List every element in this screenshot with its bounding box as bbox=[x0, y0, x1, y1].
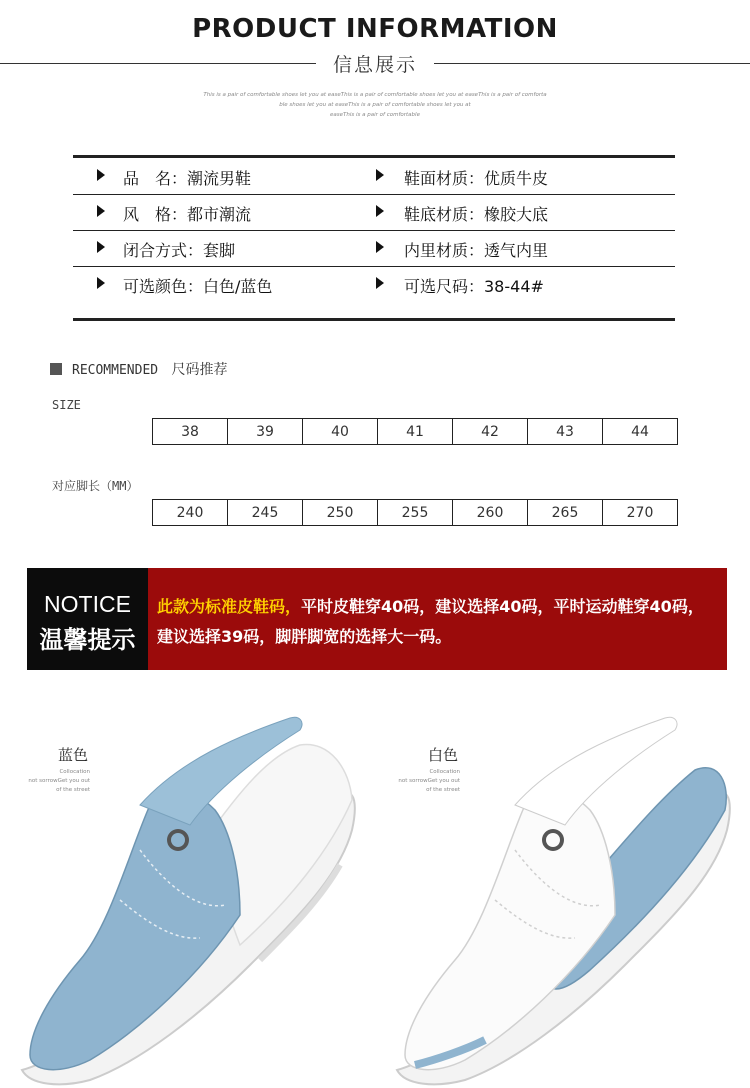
info-sizes: 可选尺码：38-44# bbox=[404, 277, 544, 296]
info-style: 风 格：都市潮流 bbox=[123, 205, 252, 224]
bullet-arrow-icon bbox=[376, 277, 384, 289]
tagline: This is a pair of comfortable shoes let you at easeThis is a pair of comfortable shoes let you at easeThis is a pair of comforta ble shoes let you at easeThis is a pair of comfortable shoes let you at easeThis is a pair of comfortable bbox=[203, 92, 547, 118]
info-colors: 可选颜色：白色/蓝色 bbox=[123, 277, 273, 296]
info-row bbox=[73, 158, 675, 195]
notice-title-cn: 温馨提示 bbox=[39, 626, 136, 654]
notice-highlight: 此款为标准皮鞋码， bbox=[157, 597, 302, 616]
size-cell: 39 bbox=[228, 419, 303, 445]
notice-label bbox=[27, 568, 148, 670]
notice-title-en: NOTICE bbox=[44, 591, 131, 617]
bullet-arrow-icon bbox=[376, 205, 384, 217]
size-cell: 42 bbox=[453, 419, 528, 445]
color-label-white: 白色 bbox=[428, 746, 459, 764]
length-cell: 245 bbox=[228, 500, 303, 526]
info-lining: 内里材质：透气内里 bbox=[404, 241, 549, 260]
product-info-table bbox=[73, 155, 675, 321]
size-cell: 44 bbox=[603, 419, 678, 445]
length-cell: 260 bbox=[453, 500, 528, 526]
bullet-arrow-icon bbox=[97, 241, 105, 253]
size-row bbox=[153, 419, 678, 445]
info-row bbox=[73, 230, 675, 267]
subtitle-row bbox=[0, 50, 750, 78]
size-table bbox=[152, 418, 678, 445]
info-row bbox=[73, 194, 675, 231]
bullet-arrow-icon bbox=[97, 169, 105, 181]
length-cell: 240 bbox=[153, 500, 228, 526]
length-cell: 265 bbox=[528, 500, 603, 526]
info-sole-material: 鞋底材质：橡胶大底 bbox=[404, 205, 549, 224]
length-cell: 255 bbox=[378, 500, 453, 526]
product-caption: Collocation not sorrowGet you out of the street bbox=[398, 769, 460, 793]
page-subtitle: 信息展示 bbox=[325, 54, 425, 76]
size-label: SIZE bbox=[52, 398, 81, 412]
size-cell: 43 bbox=[528, 419, 603, 445]
size-cell: 40 bbox=[303, 419, 378, 445]
product-caption: Collocation not sorrowGet you out of the street bbox=[28, 769, 90, 793]
color-label-blue: 蓝色 bbox=[58, 746, 89, 764]
notice-banner bbox=[27, 568, 727, 670]
foot-length-label: 对应脚长（MM） bbox=[52, 479, 139, 493]
blue-shoe-image bbox=[0, 700, 375, 1088]
length-cell: 250 bbox=[303, 500, 378, 526]
length-cell: 270 bbox=[603, 500, 678, 526]
foot-length-table bbox=[152, 499, 678, 526]
page-title: PRODUCT INFORMATION bbox=[192, 14, 558, 44]
size-heading: RECOMMENDED 尺码推荐 bbox=[50, 359, 227, 379]
square-icon bbox=[50, 363, 62, 375]
bullet-arrow-icon bbox=[97, 205, 105, 217]
bullet-arrow-icon bbox=[376, 241, 384, 253]
length-row bbox=[153, 500, 678, 526]
info-name: 品 名：潮流男鞋 bbox=[123, 169, 252, 188]
size-cell: 38 bbox=[153, 419, 228, 445]
notice-text: 此款为标准皮鞋码，平时皮鞋穿40码，建议选择40码，平时运动鞋穿40码，建议选择39码，脚胖脚宽的选择大一码。 bbox=[157, 597, 704, 646]
bullet-arrow-icon bbox=[376, 169, 384, 181]
info-upper-material: 鞋面材质：优质牛皮 bbox=[404, 169, 549, 188]
bullet-arrow-icon bbox=[97, 277, 105, 289]
size-cell: 41 bbox=[378, 419, 453, 445]
info-row bbox=[73, 266, 675, 302]
info-closure: 闭合方式：套脚 bbox=[123, 241, 236, 260]
white-shoe-image bbox=[375, 700, 750, 1088]
